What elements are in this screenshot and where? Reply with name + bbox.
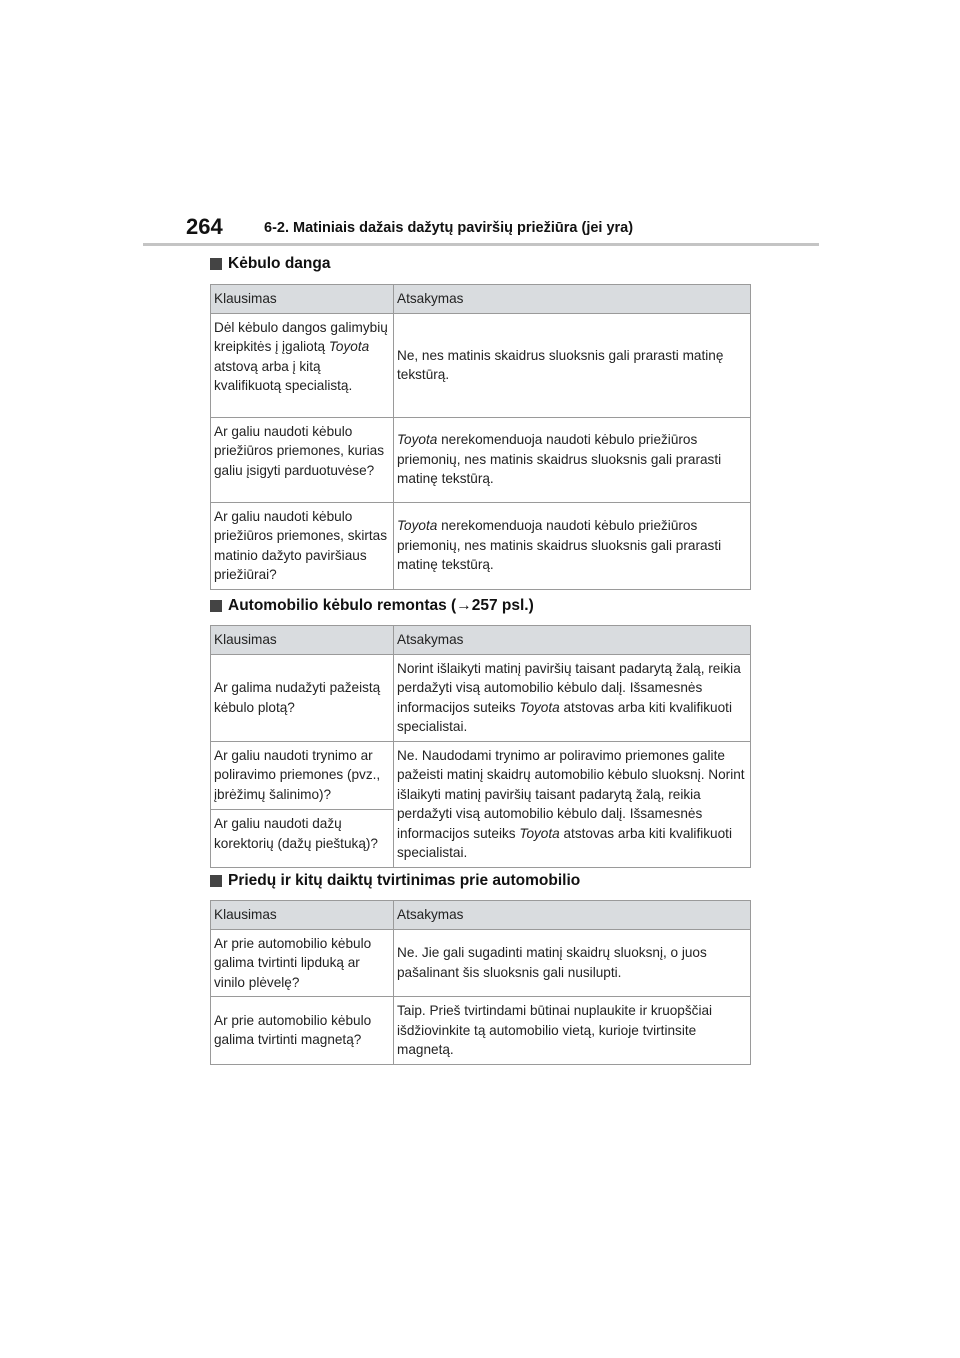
- column-header-question: Klausimas: [211, 901, 394, 930]
- section-heading-body-repair: [210, 597, 534, 615]
- section-heading-text: Kėbulo danga: [228, 255, 331, 272]
- answer-text-cont: atstovas arba kiti kvalifikuoti specialistai.: [397, 825, 732, 860]
- square-bullet-icon: [210, 875, 222, 887]
- answer-cell: [394, 417, 751, 502]
- answer-cell: Ne. Jie gali sugadinti matinį skaidrų sluoksnį, o juos pašalinant šis sluoksnis gali nusilupti.: [394, 929, 751, 997]
- brand-name: Toyota: [328, 339, 370, 354]
- question-cell: Ar galima nudažyti pažeistą kėbulo plotą?: [211, 654, 394, 741]
- question-text-cont: atstovą arba į kitą kvalifikuotą specialistą.: [214, 358, 353, 393]
- answer-cell: [394, 313, 751, 417]
- column-header-answer: Atsakymas: [394, 901, 751, 930]
- answer-cell: [394, 502, 751, 589]
- table-row: [211, 929, 751, 997]
- square-bullet-icon: [210, 600, 222, 612]
- column-header-question: Klausimas: [211, 626, 394, 655]
- question-cell: [211, 313, 394, 417]
- brand-name: Toyota: [519, 699, 560, 715]
- answer-text: Norint išlaikyti matinį paviršių taisant padarytą žalą, reikia perdažyti visą automobilio kėbulo dalį. Išsamesnės informacijos suteiks: [397, 660, 741, 715]
- answer-text: nerekomenduoja naudoti kėbulo priežiūros priemonių, nes matinis skaidrus sluoksnis gali prarasti matinę tekstūrą.: [397, 518, 722, 573]
- chapter-title: 6-2. Matiniais dažais dažytų paviršių priežiūra (jei yra): [264, 220, 634, 236]
- answer-text: Ne. Naudodami trynimo ar poliravimo priemones galite pažeisti matinį skaidrų automobilio kėbulo sluoksnį. Norint išlaikyti matinį paviršių taisant padarytą žalą, reikia perdažyti visą automobilio kėbulo dalį. Išsamesnės informacijos suteiks: [397, 747, 745, 841]
- brand-name: Toyota: [397, 518, 438, 534]
- question-text: Dėl kėbulo dangos galimybių kreipkitės į įgaliotą: [214, 319, 388, 354]
- header-rule: [143, 243, 819, 246]
- question-cell: Ar prie automobilio kėbulo galima tvirtinti lipduką ar vinilo plėvelę?: [211, 929, 394, 997]
- column-header-answer: Atsakymas: [394, 285, 751, 314]
- answer-cell: Taip. Prieš tvirtindami būtinai nuplaukite ir kruopščiai išdžiovinkite tą automobilio vietą, kurioje tvirtinsite magnetą.: [394, 997, 751, 1065]
- section-heading-text: Automobilio kėbulo remontas (: [228, 597, 457, 614]
- table-row: [211, 997, 751, 1065]
- section-heading-body-coating: [210, 255, 330, 273]
- question-cell: Ar galiu naudoti dažų korektorių (dažų pieštuką)?: [211, 810, 394, 867]
- qa-table-accessories: [210, 900, 751, 1065]
- page-number: 264: [186, 214, 223, 239]
- table-header-row: [211, 901, 751, 930]
- table-header-row: [211, 626, 751, 655]
- table-row: [211, 417, 751, 502]
- section-heading-accessories: [210, 872, 580, 890]
- table-header-row: [211, 285, 751, 314]
- answer-text: nerekomenduoja naudoti kėbulo priežiūros priemonių, nes matinis skaidrus sluoksnis gali prarasti matinę tekstūrą.: [397, 432, 722, 487]
- brand-name: Toyota: [519, 825, 560, 841]
- column-header-question: Klausimas: [211, 285, 394, 314]
- answer-cell: [394, 654, 751, 741]
- table-row: [211, 654, 751, 741]
- table-row: [211, 313, 751, 417]
- answer-cell: [394, 741, 751, 867]
- section-heading-text: Priedų ir kitų daiktų tvirtinimas prie automobilio: [228, 872, 581, 889]
- question-cell: Ar galiu naudoti trynimo ar poliravimo priemones (pvz., įbrėžimų šalinimo)?: [211, 741, 394, 810]
- page-header: [186, 212, 826, 246]
- page-ref-link[interactable]: 257 psl.): [471, 597, 534, 614]
- qa-table-body-coating: [210, 284, 751, 590]
- table-row: [211, 502, 751, 589]
- square-bullet-icon: [210, 258, 222, 270]
- question-cell: Ar galiu naudoti kėbulo priežiūros priemones, skirtas matinio dažyto paviršiaus priežiūrai?: [211, 502, 394, 589]
- page-ref-arrow-icon: →: [456, 597, 472, 614]
- table-row: [211, 741, 751, 810]
- qa-table-body-repair: [210, 625, 751, 868]
- question-cell: Ar galiu naudoti kėbulo priežiūros priemones, kurias galiu įsigyti parduotuvėse?: [211, 417, 394, 502]
- answer-text: Ne, nes matinis skaidrus sluoksnis gali prarasti matinę tekstūrą.: [397, 347, 724, 382]
- answer-text-cont: atstovas arba kiti kvalifikuoti specialistai.: [397, 699, 732, 734]
- brand-name: Toyota: [397, 432, 438, 448]
- column-header-answer: Atsakymas: [394, 626, 751, 655]
- question-cell: Ar prie automobilio kėbulo galima tvirtinti magnetą?: [211, 997, 394, 1065]
